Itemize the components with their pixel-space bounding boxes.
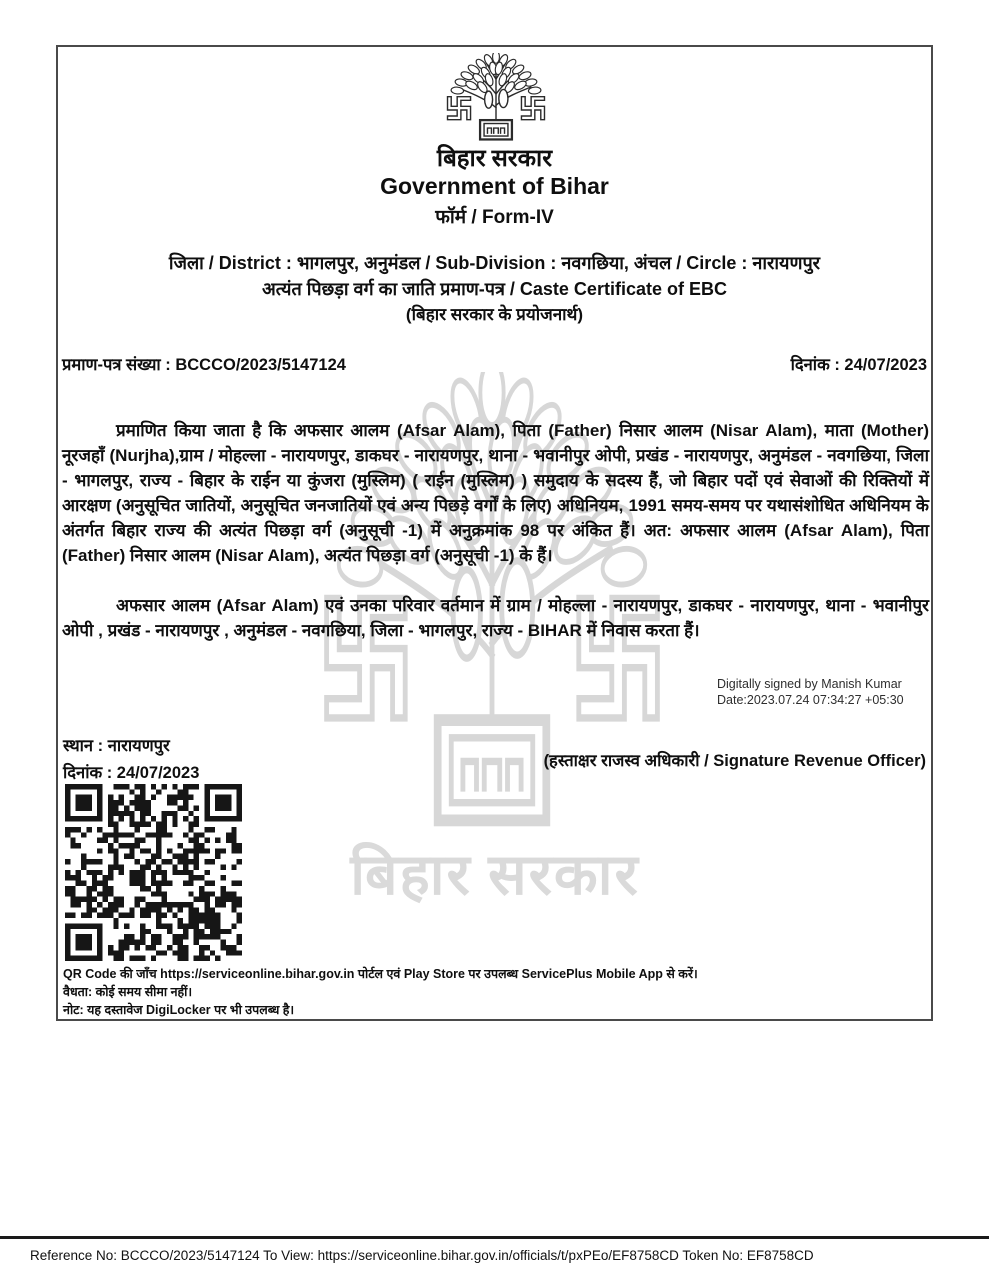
government-name-hindi: बिहार सरकार: [436, 146, 553, 172]
form-number-line: फॉर्म / Form-IV: [435, 207, 554, 228]
government-name-english: Government of Bihar: [380, 173, 609, 199]
district-subdivision-circle-line: जिला / District : भागलपुर, अनुमंडल / Sub-Division : नवगछिया, अंचल / Circle : नारायणपुर: [168, 253, 821, 273]
certificate-paragraph-2: अफसार आलम (Afsar Alam) एवं उनका परिवार वर्तमान में ग्राम / मोहल्ला - नारायणपुर, डाकघर - नारायणपुर, थाना - भवानीपुर ओपी , प्रखंड - नारायणपुर , अनुमंडल - नवगछिया, जिला - भागलपुर, राज्य - BIHAR में निवास करता हैं।: [62, 596, 929, 640]
place-date-block: [63, 733, 199, 787]
certificate-date: दिनांक : 24/07/2023: [790, 356, 927, 374]
bihar-emblem-icon: [439, 53, 553, 144]
issue-place: स्थान : नारायणपुर: [63, 737, 170, 755]
certificate-meta-row: [62, 352, 927, 375]
signature-officer-line: (हस्ताक्षर राजस्व अधिकारी / Signature Revenue Officer): [543, 752, 926, 770]
certificate-frame: [56, 45, 933, 1021]
certificate-paragraph-1: प्रमाणित किया जाता है कि अफसार आलम (Afsar Alam), पिता (Father) निसार आलम (Nisar Alam), माता (Mother) नूरजहाँ (Nurjha),ग्राम / मोहल्ला - नारायणपुर, डाकघर - नारायणपुर, थाना - भवानीपुर ओपी, प्रखंड - नारायणपुर, अनुमंडल - नवगछिया, जिला - भागलपुर, राज्य - बिहार के राईन या कुंजरा (मुस्लिम) ( राईन (मुस्लिम) ) समुदाय के सदस्य हैं, जो बिहार पदों एवं सेवाओं की रिक्तियों में आरक्षण (अनुसूचित जातियों, अनुसूचित जनजातियों एवं अन्य पिछड़े वर्गों के लिए) अधिनियम, 1991 समय-समय पर यथासंशोधित अधिनियम के अंतर्गत बिहार राज्य की अत्यंत पिछड़ा वर्ग (अनुसूची -1) में अनुक्रमांक 98 पर अंकित हैं। अत: अफसार आलम (Afsar Alam), पिता (Father) निसार आलम (Nisar Alam), अत्यंत पिछड़ा वर्ग (अनुसूची -1) के हैं।: [62, 421, 929, 565]
qr-instructions-block: [63, 965, 698, 1019]
issue-date: दिनांक : 24/07/2023: [63, 764, 200, 782]
footer-divider: [0, 1236, 989, 1239]
qr-code: [65, 784, 242, 961]
purpose-line: (बिहार सरकार के प्रयोजनार्थ): [405, 305, 584, 324]
digital-signature-block: [717, 676, 945, 708]
digilocker-note-line: नोट: यह दस्तावेज DigiLocker पर भी उपलब्ध है।: [63, 1003, 295, 1017]
certificate-title-line: अत्यंत पिछड़ा वर्ग का जाति प्रमाण-पत्र / Caste Certificate of EBC: [262, 279, 727, 299]
title-block: [58, 250, 931, 328]
qr-check-line: QR Code की जाँच https://serviceonline.bihar.gov.in पोर्टल एवं Play Store पर उपलब्ध ServicePlus Mobile App से करें।: [63, 967, 698, 981]
digital-signature-date: Date:2023.07.24 07:34:27 +05:30: [717, 693, 904, 707]
validity-line: वैधता: कोई समय सीमा नहीं।: [63, 985, 193, 999]
footer-reference-line: Reference No: BCCCO/2023/5147124 To View: https://serviceonline.bihar.gov.in/officials/t/pxPEo/EF8758CD Token No: EF8758CD: [30, 1248, 814, 1263]
digital-signature-signer: Digitally signed by Manish Kumar: [717, 677, 902, 691]
certificate-number: प्रमाण-पत्र संख्या : BCCCO/2023/5147124: [62, 356, 346, 374]
watermark-text: बिहार सरकार: [350, 844, 640, 907]
